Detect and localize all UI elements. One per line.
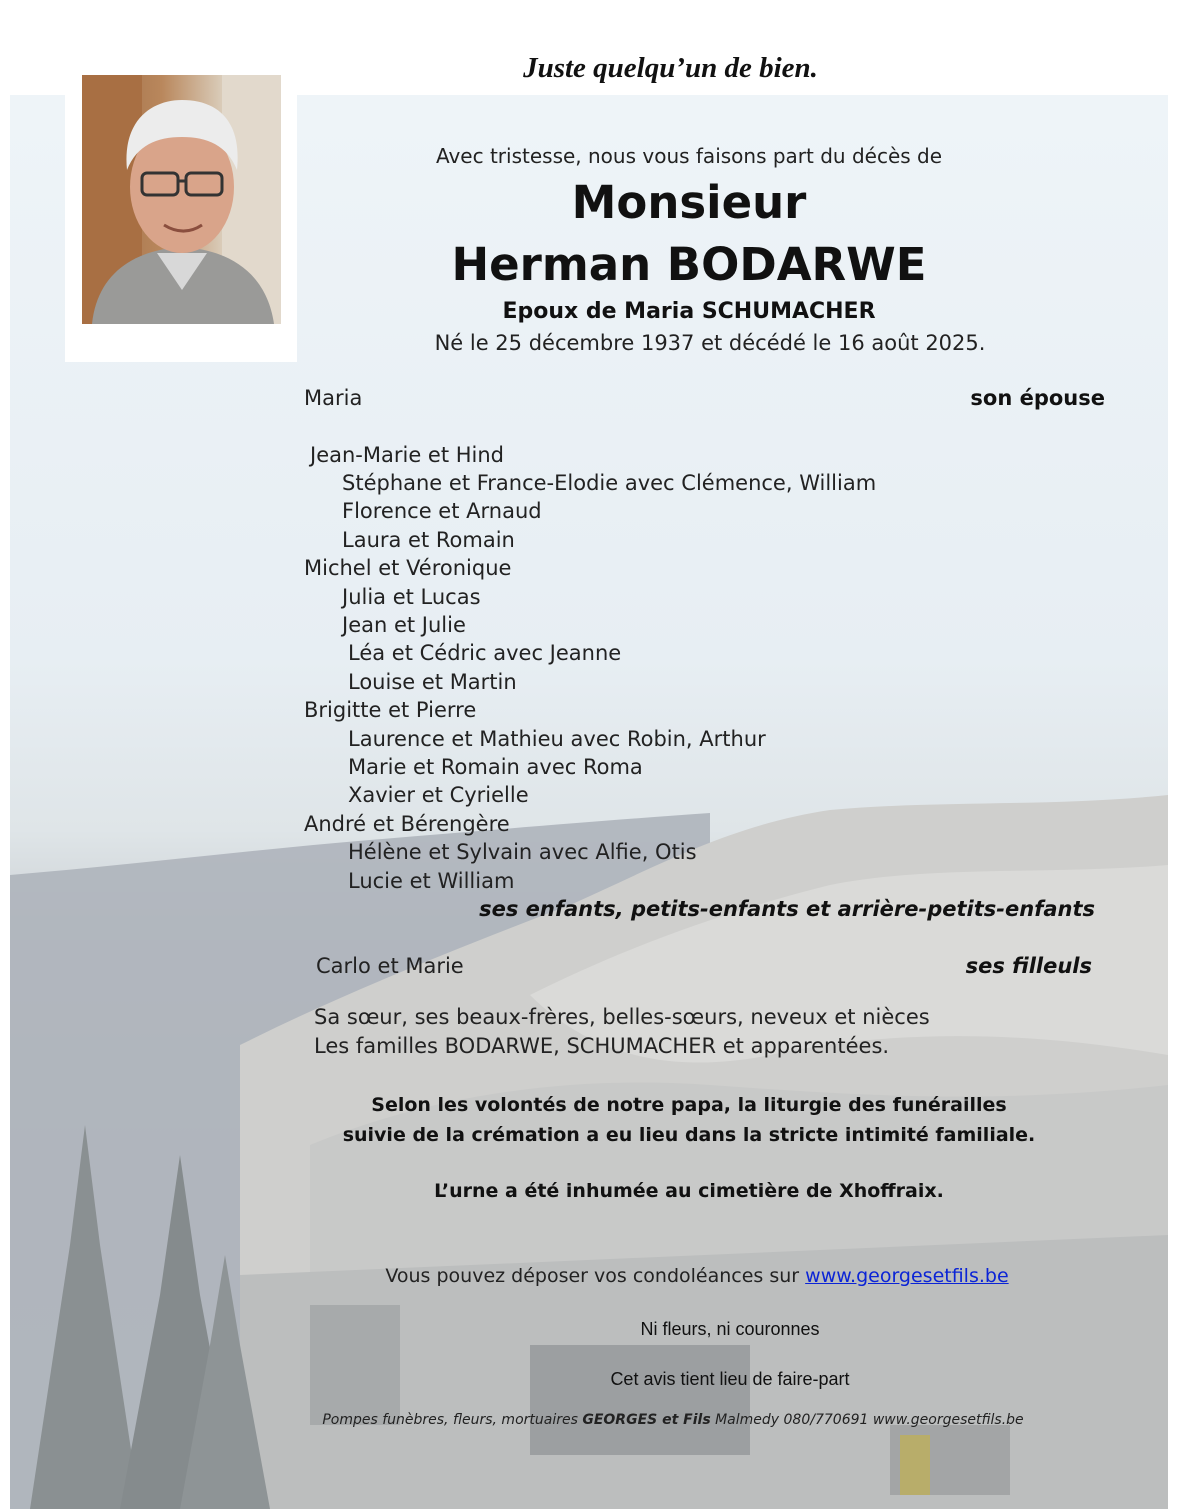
grandchild-name: Xavier et Cyrielle: [348, 783, 529, 807]
grandchild-name: Louise et Martin: [348, 670, 517, 694]
footer-company: GEORGES et Fils: [582, 1412, 711, 1428]
spouse-name: Maria: [304, 386, 363, 410]
motto: Juste quelqu’un de bien.: [523, 52, 818, 84]
other-relatives: Sa sœur, ses beaux-frères, belles-sœurs, neveux et nièces: [314, 1005, 930, 1029]
godchildren-name: Carlo et Marie: [316, 954, 464, 978]
godchildren-relation: ses filleuls: [965, 954, 1092, 978]
no-flowers-note: Ni fleurs, ni couronnes: [640, 1319, 820, 1339]
spouse-relation: son épouse: [970, 386, 1105, 410]
child-name: Jean-Marie et Hind: [310, 443, 505, 467]
child-name: André et Bérengère: [304, 812, 510, 836]
title-honorific: Monsieur: [571, 176, 807, 229]
other-relatives: Les familles BODARWE, SCHUMACHER et apparentées.: [314, 1034, 890, 1058]
grandchild-name: Florence et Arnaud: [342, 499, 542, 523]
spouse-line: Epoux de Maria SCHUMACHER: [502, 299, 876, 324]
condolences-link[interactable]: www.georgesetfils.be: [805, 1265, 1009, 1287]
grandchild-name: Jean et Julie: [342, 613, 466, 637]
footer: [0, 1412, 1181, 1428]
grandchild-name: Léa et Cédric avec Jeanne: [348, 641, 622, 665]
child-name: Michel et Véronique: [304, 556, 512, 580]
grandchild-name: Julia et Lucas: [342, 585, 481, 609]
child-name: Brigitte et Pierre: [304, 698, 477, 722]
notice-line: suivie de la crémation a eu lieu dans la stricte intimité familiale.: [342, 1124, 1036, 1146]
footer-contact: Malmedy 080/770691 www.georgesetfils.be: [710, 1412, 1024, 1428]
grandchild-name: Hélène et Sylvain avec Alfie, Otis: [348, 840, 697, 864]
grandchild-name: Lucie et William: [348, 869, 515, 893]
grandchild-name: Laurence et Mathieu avec Robin, Arthur: [348, 727, 766, 751]
deceased-name: Herman BODARWE: [451, 238, 927, 291]
condolences-line: [0, 1265, 1181, 1287]
dates-line: Né le 25 décembre 1937 et décédé le 16 août 2025.: [434, 331, 986, 355]
faire-part-note: Cet avis tient lieu de faire-part: [610, 1369, 850, 1389]
condolences-text: Vous pouvez déposer vos condoléances sur: [385, 1265, 806, 1287]
footer-prefix: Pompes funèbres, fleurs, mortuaires: [322, 1412, 583, 1428]
grandchild-name: Stéphane et France-Elodie avec Clémence, William: [342, 471, 877, 495]
intro-text: Avec tristesse, nous vous faisons part du décès de: [435, 144, 943, 168]
grandchild-name: Marie et Romain avec Roma: [348, 755, 643, 779]
grandchild-name: Laura et Romain: [342, 528, 515, 552]
notice-line: L’urne a été inhumée au cimetière de Xhoffraix.: [434, 1180, 944, 1202]
children-relation: ses enfants, petits-enfants et arrière-petits-enfants: [479, 897, 1095, 921]
notice-line: Selon les volontés de notre papa, la liturgie des funérailles: [371, 1094, 1007, 1116]
